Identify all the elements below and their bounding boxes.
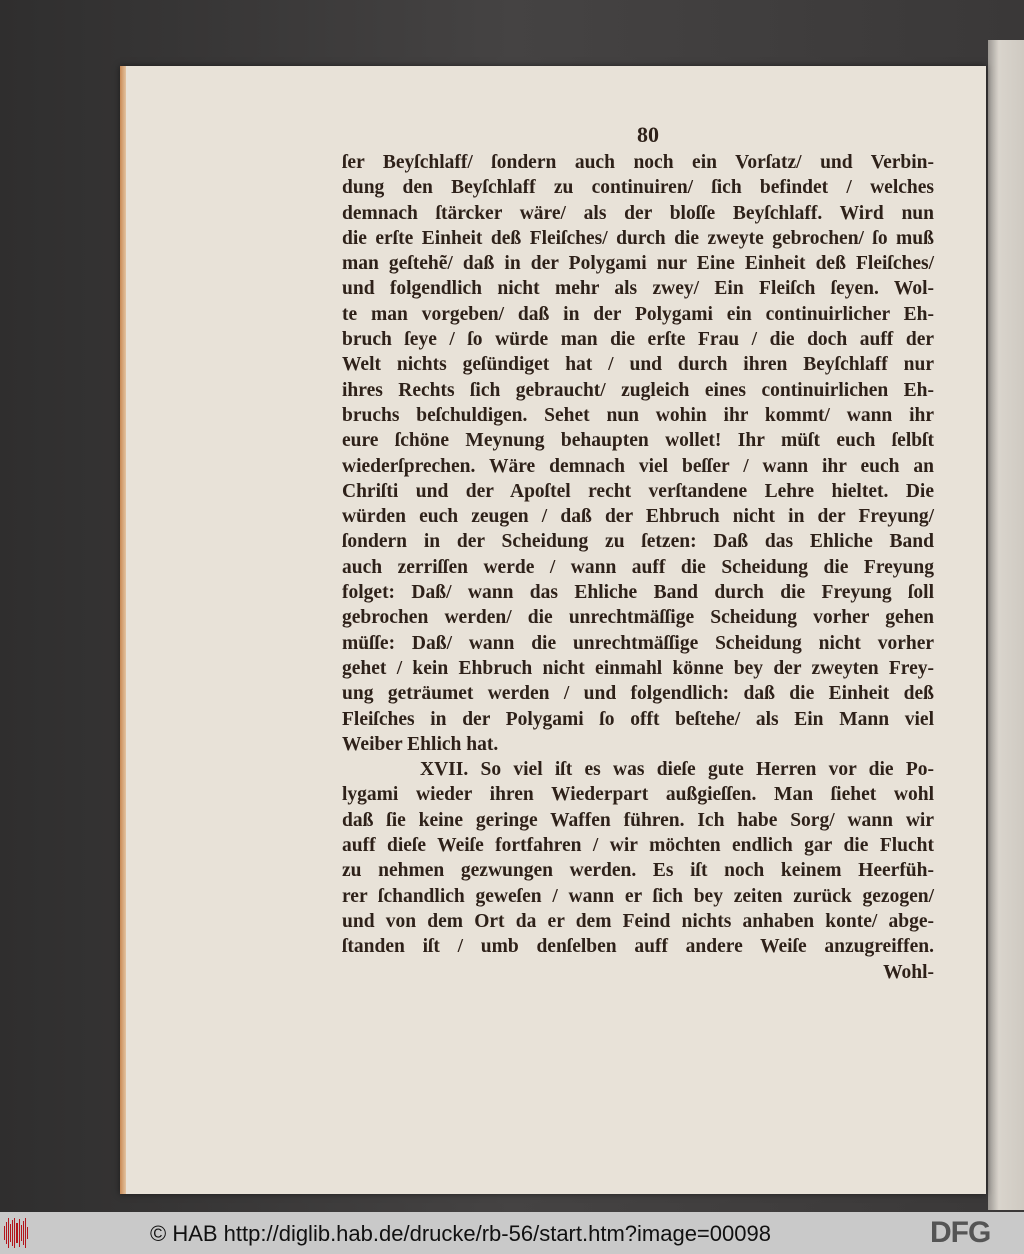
- page-binding-edge: [120, 66, 126, 1194]
- text-line: folget: Daß/ wann das Ehliche Band durch die Freyung ſoll: [342, 582, 934, 604]
- text-line: man geſtehẽ/ daß in der Polygami nur Eine Einheit deß Fleiſches/: [342, 253, 934, 275]
- text-line: Chriſti und der Apoſtel recht verſtandene Lehre hieltet. Die: [342, 480, 934, 502]
- text-line: XVII. So viel iſt es was dieſe gute Herren vor die Po-: [420, 759, 934, 781]
- dfg-logo: DFG: [930, 1216, 991, 1249]
- text-line: Weiber Ehlich hat.: [342, 733, 499, 755]
- text-line: eure ſchöne Meynung behaupten wollet! Ihr müſt euch ſelbſt: [342, 430, 934, 452]
- text-line: ſondern in der Scheidung zu ſetzen: Daß das Ehliche Band: [342, 531, 934, 553]
- text-line: dung den Beyſchlaff zu continuiren/ ſich befindet / welches: [342, 177, 934, 199]
- text-line: zu nehmen gezwungen werden. Es iſt noch keinem Heerfüh-: [342, 860, 934, 882]
- text-line: Welt nichts geſündiget hat / und durch ihren Beyſchlaff nur: [342, 354, 934, 376]
- text-line: müſſe: Daß/ wann die unrechtmäſſige Scheidung nicht vorher: [342, 632, 934, 654]
- text-line: Fleiſches in der Polygami ſo offt beſtehe/ als Ein Mann viel: [342, 708, 934, 730]
- text-line: die erſte Einheit deß Fleiſches/ durch die zweyte gebrochen/ ſo muß: [342, 227, 934, 249]
- text-line: daß ſie keine geringe Waffen führen. Ich habe Sorg/ wann wir: [342, 809, 934, 831]
- catchword: Wohl-: [883, 961, 934, 983]
- text-line: und von dem Ort da er dem Feind nichts anhaben konte/ abge-: [342, 910, 934, 932]
- text-line: ung geträumet werden / und folgendlich: daß die Einheit deß: [342, 683, 934, 705]
- adjacent-page-edge: [988, 40, 1024, 1210]
- text-line: wiederſprechen. Wäre demnach viel beſſer / wann ihr euch an: [342, 455, 934, 477]
- text-line: gehet / kein Ehbruch nicht einmahl könne bey der zweyten Frey-: [342, 657, 934, 679]
- text-line: te man vorgeben/ daß in der Polygami ein continuirlicher Eh-: [342, 303, 934, 325]
- text-line: auch zerriſſen werde / wann auff die Scheidung die Freyung: [342, 556, 934, 578]
- text-line: ſer Beyſchlaff/ ſondern auch noch ein Vorſatz/ und Verbin-: [342, 152, 934, 173]
- page-number: 80: [637, 122, 659, 147]
- text-line: bruch ſeye / ſo würde man die erſte Frau / die doch auff der: [342, 329, 934, 351]
- text-line: demnach ſtärcker wäre/ als der bloſſe Beyſchlaff. Wird nun: [342, 202, 934, 224]
- text-line: bruchs beſchuldigen. Sehet nun wohin ihr kommt/ wann ihr: [342, 404, 934, 426]
- text-line: gebrochen werden/ die unrechtmäſſige Scheidung vorher gehen: [342, 607, 934, 629]
- text-line: lygami wieder ihren Wiederpart außgieſſen. Man ſiehet wohl: [342, 784, 934, 806]
- text-line: ihres Rechts ſich gebraucht/ zugleich eines continuirlichen Eh-: [342, 379, 934, 401]
- text-line: rer ſchandlich geweſen / wann er ſich bey zeiten zurück gezogen/: [342, 885, 934, 907]
- text-line: auff dieſe Weiſe fortfahren / wir möchten endlich gar die Flucht: [342, 835, 934, 857]
- copyright-link[interactable]: © HAB http://diglib.hab.de/drucke/rb-56/start.htm?image=00098: [150, 1221, 771, 1246]
- text-line: ſtanden iſt / umb denſelben auff andere Weiſe anzugreiffen.: [342, 936, 934, 958]
- text-line: würden euch zeugen / daß der Ehbruch nicht in der Freyung/: [342, 506, 934, 528]
- footer-bar: [0, 1212, 1024, 1254]
- hab-logo-icon: [4, 1218, 28, 1248]
- text-line: und folgendlich nicht mehr als zwey/ Ein Fleiſch ſeyen. Wol-: [342, 278, 934, 300]
- page-text: [342, 150, 934, 985]
